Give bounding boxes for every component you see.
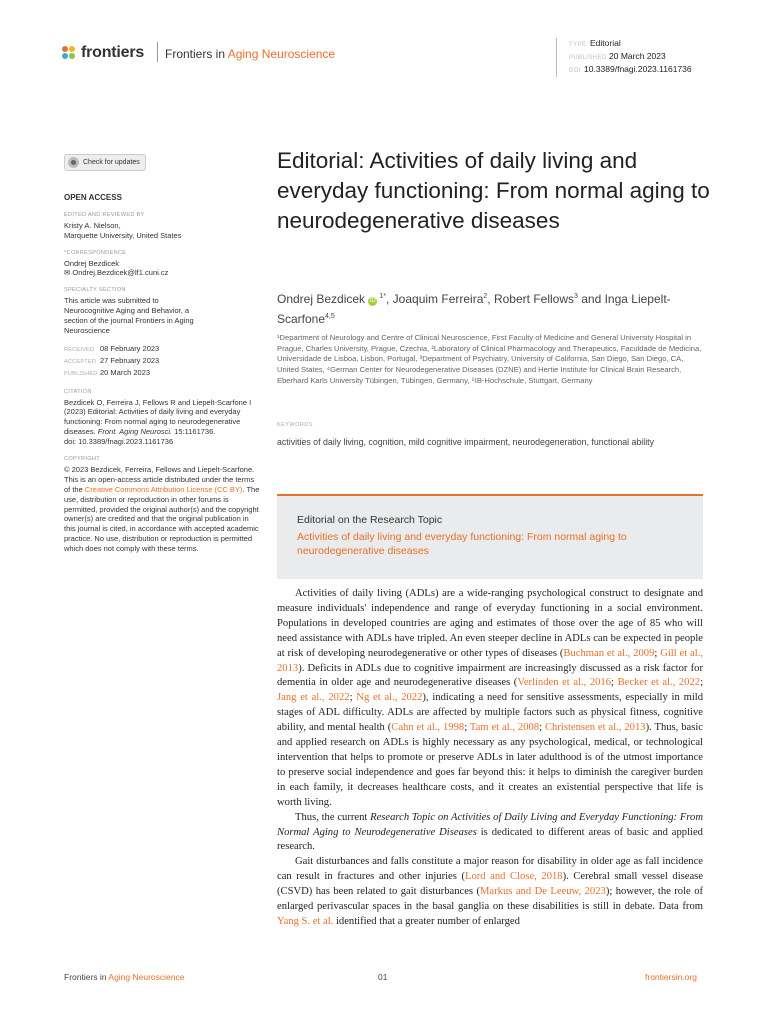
text-run: is dedicated to different areas of basic and applied research.: [277, 826, 703, 853]
frontiers-logo[interactable]: [62, 44, 144, 62]
brand-name: frontiers: [81, 44, 145, 61]
received-date: 08 February 2023: [100, 343, 160, 353]
research-topic-box: [277, 494, 703, 579]
citation-volume: 15:1161736.: [172, 427, 216, 437]
edited-heading: EDITED AND REVIEWED BY: [64, 211, 145, 218]
published-value: 20 March 2023: [609, 51, 666, 61]
text-run: Activities of daily living (ADLs) are a wide-ranging psychological construct to designate and measure individuals' independence and range of everyday functioning in a social environment. Populations in developed countries are aging and estimates of those over the age of 85 who will need assistance with ADLs have tripled. An even steeper decline in ADLs can be expected in people at risk of developing neurodegenerative or other types of diseases (: [277, 588, 703, 659]
citation-heading: CITATION: [64, 388, 92, 395]
citation-link[interactable]: Becker et al., 2022: [617, 677, 701, 689]
text-run: identified that a greater number of enlarged: [333, 915, 520, 927]
author-superscript: 3: [574, 293, 578, 300]
footer-journal-name: Aging Neuroscience: [108, 972, 185, 982]
author-superscript: 2: [483, 293, 488, 300]
specialty-text: This article was submitted to Neurocognitive Aging and Behavior, a section of the journal Frontiers in Aging Neuroscience: [64, 296, 194, 335]
author-superscript: 1*: [379, 293, 387, 300]
text-run: ). Thus, basic and applied research on ADLs is highly necessary as any psychological, medical, or technological intervention that helps to promote or preserve ADLs in later adulthood is of the utmost importance to preserve social independence and goes far beyond this: it helps to diminish the caregiver burden in each family, it decreases healthcare costs, and it creates an existential perspective that life is worth living.: [277, 722, 703, 808]
open-access-label: OPEN ACCESS: [64, 193, 122, 202]
keywords-heading: KEYWORDS: [277, 422, 313, 428]
dates-section: [64, 344, 264, 380]
text-run: Thus, the current: [295, 811, 371, 823]
correspondent-email[interactable]: Ondrej.Bezdicek@lf1.cuni.cz: [72, 268, 169, 278]
text-run: ), indicating a need for sensitive assessments, especially in mild stages of ADL difficulty. ADLs are affected by multiple factors such as physical fitness, cognitive ability, and mental health (: [277, 692, 704, 734]
published-date: 20 March 2023: [100, 367, 151, 377]
citation-link[interactable]: Christensen et al., 2013: [544, 722, 646, 734]
citation-link[interactable]: Markus and De Leeuw, 2023: [480, 886, 606, 898]
citation-link[interactable]: Buchman et al., 2009: [563, 647, 655, 659]
check-updates-label: Check for updates: [83, 158, 140, 166]
copyright-text-end: . The use, distribution or reproduction in other forums is permitted, provided the original author(s) and the copyright owner(s) are credited and that the original publication in this journal is cited, in accordance with accepted academic practice. No use, distribution or reproduction is permitted which does not comply with these terms.: [64, 484, 260, 554]
journal-prefix: Frontiers in: [165, 47, 228, 61]
sidebar: [64, 154, 264, 554]
published-label: PUBLISHED: [569, 55, 607, 61]
specialty-heading: SPECIALTY SECTION: [64, 287, 126, 294]
text-run: ). Cerebral small vessel disease (CSVD) has been related to gait disturbances (: [277, 871, 704, 898]
orcid-icon[interactable]: iD: [370, 298, 376, 304]
frontiers-logo-icon: [62, 46, 76, 60]
citation-link[interactable]: Jang et al., 2022: [277, 692, 350, 704]
published-label: PUBLISHED: [64, 370, 98, 377]
doi-value[interactable]: 10.3389/fnagi.2023.1161736: [584, 64, 692, 74]
edited-section: [64, 211, 264, 241]
article-meta: [556, 38, 692, 77]
citation-section: [64, 388, 264, 447]
citation-link[interactable]: Verlinden et al., 2016: [517, 677, 612, 689]
paragraph: [277, 811, 703, 856]
type-label: TYPE: [569, 42, 587, 48]
author-name[interactable]: , Robert Fellows: [487, 292, 574, 306]
text-run: Gait disturbances and falls constitute a major reason for disability in older age as fall incidence can result in fractures and other injuries (: [277, 856, 703, 883]
research-topic-heading: Editorial on the Research Topic: [297, 514, 443, 526]
footer-journal-prefix: Frontiers in: [64, 972, 109, 982]
text-run: ). Deficits in ADLs due to cognitive impairment are increasingly discussed as a risk factor for dementia in older age and neurodegenerative diseases (: [277, 662, 703, 689]
accepted-date: 27 February 2023: [100, 355, 160, 365]
journal-name: Aging Neuroscience: [227, 47, 336, 61]
text-run: ); however, the role of enlarged perivascular spaces in the basal ganglia on these disabilities is still in debate. Data from: [277, 886, 704, 913]
copyright-text: © 2023 Bezdicek, Ferreira, Fellows and Liepelt-Scarfone. This is an open-access article distributed under the terms of the: [64, 464, 255, 494]
type-value: Editorial: [590, 38, 621, 48]
article-body: [277, 587, 703, 930]
author-list: [277, 288, 707, 328]
correspondence-section: [64, 249, 264, 279]
page-number: 01: [378, 972, 388, 982]
citation-link[interactable]: Lord and Close, 2018: [464, 871, 563, 883]
journal-title[interactable]: [165, 47, 335, 61]
citation-text: Bezdicek O, Ferreira J, Fellows R and Liepelt-Scarfone I (2023) Editorial: Activities of daily living and everyday functioning: From normal aging to neurodegenerative diseases.: [64, 397, 252, 437]
copyright-section: [64, 455, 264, 554]
correspondence-heading: *CORRESPONDENCE: [64, 249, 127, 256]
license-link[interactable]: Creative Commons Attribution License (CC BY): [84, 484, 243, 494]
correspondent-name: Ondrej Bezdicek: [64, 258, 120, 268]
keywords-list: activities of daily living, cognition, mild cognitive impairment, neurodegeneration, functional ability: [277, 437, 654, 447]
paragraph: [277, 855, 703, 930]
footer-journal[interactable]: [64, 972, 184, 982]
update-icon: [68, 157, 79, 168]
research-topic-title: Research Topic on Activities of Daily Living and Everyday Functioning: From Normal Aging to Neurodegenerative Diseases: [277, 811, 703, 838]
citation-link[interactable]: Cahn et al., 1998: [391, 722, 465, 734]
author-name[interactable]: and Inga Liepelt-Scarfone: [277, 292, 671, 326]
citation-doi[interactable]: doi: 10.3389/fnagi.2023.1161736: [64, 437, 174, 447]
affiliations: ¹Department of Neurology and Centre of Clinical Neuroscience, First Faculty of Medicine and General University Hospital in Prague, Charles University, Prague, Czechia, ²Laboratory of Clinical Pharmacology and Therapeutics, Faculdade de Medicina, Universidade de Lisboa, Lisbon, Portugal, ³Department of Psychiatry, University of California, San Diego, San Diego, CA, United States, ⁴German Center for Neurodegenerative Diseases (DZNE) and Hertie Institute for Clinical Brain Research, Eberhard Karls University Tübingen, Tübingen, Germany, ⁵IB-Hochschule, Stuttgart, Germany: [277, 333, 702, 385]
doi-label: DOI: [569, 68, 581, 74]
citation-link[interactable]: Yang S. et al.: [277, 915, 334, 927]
author-superscript: 4,5: [325, 313, 335, 320]
specialty-section: [64, 286, 264, 336]
paragraph: Activities of daily living (ADLs) are a wide-ranging psychological construct to designate and measure individuals' independence and range of everyday functioning in a social environment. Populations in developed countries are aging and estimates of those over the age of 85 who will need assistance with ADLs have tripled. An even steeper decline in ADLs can be expected in people at risk of developing neurodegenerative or other types of diseases (Buchman et al., 2009; Gill et al., 2013). Deficits in ADLs due to cognitive impairment are increasingly discussed as a risk factor for dementia in older age and neurodegenerative diseases (Verlinden et al., 2016; Becker et al., 2022; Jang et al., 2022; Ng et al., 2022), indicating a need for sensitive assessments, especially in mild stages of ADL difficulty. ADLs are affected by multiple factors such as physical fitness, cognitive ability, and mental health (Cahn et al., 1998; Tam et al., 2008; Christensen et al., 2013). Thus, basic and applied research on ADLs is highly necessary as any psychological, medical, or technological intervention that helps to promote or preserve ADLs in later adulthood is of the utmost importance to preserve social independence and goes far beyond this: it helps to diminish the caregiver burden in each family, it decreases healthcare costs, and it creates an existential perspective that life is worth living.: [277, 588, 704, 808]
citation-link[interactable]: Gill et al., 2013: [277, 647, 703, 674]
editor-affiliation: Marquette University, United States: [64, 230, 182, 240]
author-name[interactable]: Ondrej Bezdicek: [277, 292, 366, 306]
header-divider: [157, 42, 158, 62]
received-label: RECEIVED: [64, 346, 95, 353]
citation-journal: Front. Aging Neurosci.: [97, 427, 173, 437]
citation-link[interactable]: Ng et al., 2022: [356, 692, 423, 704]
editor-name: Kristy A. Nielson,: [64, 220, 121, 230]
accepted-label: ACCEPTED: [64, 358, 97, 365]
copyright-heading: COPYRIGHT: [64, 456, 100, 463]
citation-link[interactable]: Tam et al., 2008: [469, 722, 540, 734]
check-for-updates-button[interactable]: [64, 154, 146, 171]
footer-site-link[interactable]: frontiersin.org: [645, 972, 697, 982]
email-icon: ✉: [64, 268, 73, 278]
article-title: Editorial: Activities of daily living and everyday functioning: From normal aging to neurodegenerative diseases: [277, 148, 710, 233]
research-topic-link[interactable]: Activities of daily living and everyday functioning: From normal aging to neurodegenerative diseases: [297, 531, 627, 557]
author-name[interactable]: , Joaquim Ferreira: [386, 292, 484, 306]
